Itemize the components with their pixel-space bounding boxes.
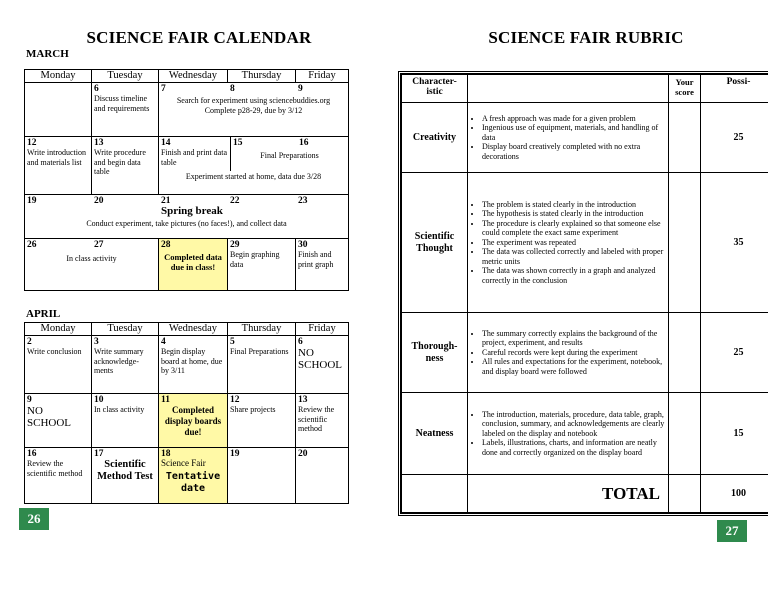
rubric-item: • Display board creatively completed with no extra decorations [482, 142, 665, 161]
calendar-day-highlight [159, 394, 228, 448]
calendar-day [228, 394, 296, 448]
rubric-item: • The experiment was repeated [482, 238, 665, 248]
day-note: Conduct experiment, take pictures (no faces!), and collect data [86, 219, 287, 228]
day-number: 9 [298, 84, 303, 94]
day-note: Complete p28-29, due by 3/12 [204, 105, 303, 115]
calendar-day [296, 239, 349, 291]
day-number: 12 [230, 395, 240, 405]
rubric-row [402, 393, 768, 475]
rubric-total-row [402, 475, 768, 513]
calendar-span-cell [25, 195, 349, 239]
calendar-week [25, 394, 349, 448]
day-note: Search for experiment using sciencebuddies.org [176, 96, 331, 105]
day-note: Discuss timeline and requirements [94, 94, 150, 113]
rubric-header-score: Your score [669, 75, 701, 103]
weekday-header: Tuesday [92, 323, 159, 336]
day-number: 20 [94, 196, 104, 206]
weekday-header: Thursday [228, 70, 296, 83]
day-note: Completed display boards due! [164, 405, 222, 437]
rubric-header-criteria: Character-istic [402, 75, 468, 103]
day-note: Scientific Method Test [97, 459, 153, 482]
rubric-total-label: TOTAL [468, 475, 669, 513]
weekday-header-row [25, 323, 349, 336]
rubric-points: 25 [701, 103, 768, 173]
day-number: 13 [298, 395, 308, 405]
rubric-criteria: Scientific Thought [402, 173, 468, 313]
weekday-header: Monday [25, 70, 92, 83]
day-note: Final Preparations [260, 151, 319, 160]
rubric-criteria: Creativity [402, 103, 468, 173]
day-note: Write conclusion [27, 347, 82, 356]
day-number: 10 [94, 395, 104, 405]
calendar-week [25, 239, 349, 291]
day-number: 16 [299, 138, 309, 148]
day-number: 8 [230, 84, 235, 94]
rubric-points: 15 [701, 393, 768, 475]
rubric-criteria: Neatness [402, 393, 468, 475]
calendar-day [228, 336, 296, 394]
march-calendar [24, 69, 349, 291]
rubric-score-cell[interactable] [669, 173, 701, 313]
day-note: NO SCHOOL [27, 405, 72, 429]
calendar-day [92, 448, 159, 504]
day-number: 18 [161, 449, 171, 459]
day-note: Share projects [230, 405, 276, 414]
day-note: Review the scientific method [298, 405, 335, 433]
calendar-week [25, 448, 349, 504]
day-number: 14 [161, 138, 171, 148]
weekday-header: Wednesday [159, 323, 228, 336]
rubric-item: • The procedure is clearly explained so that someone else could complete the exact same experiment [482, 219, 665, 238]
day-number: 26 [27, 240, 37, 250]
rubric-total-blank [402, 475, 468, 513]
calendar-day [92, 83, 159, 137]
weekday-header: Monday [25, 323, 92, 336]
day-number: 28 [161, 240, 171, 250]
day-note: Review the scientific method [27, 459, 83, 478]
calendar-day [296, 336, 349, 394]
weekday-header: Tuesday [92, 70, 159, 83]
day-number: 4 [161, 337, 166, 347]
day-number: 29 [230, 240, 240, 250]
day-number: 12 [27, 138, 37, 148]
rubric-criteria: Thorough-ness [402, 313, 468, 393]
day-number: 7 [161, 84, 166, 94]
rubric-row [402, 173, 768, 313]
day-number: 5 [230, 337, 235, 347]
calendar-week [25, 336, 349, 394]
day-note: Completed data due in class! [164, 252, 222, 272]
rubric-item: • The problem is stated clearly in the introduction [482, 200, 665, 210]
calendar-title: SCIENCE FAIR CALENDAR [86, 28, 312, 47]
rubric-item: • All rules and expectations for the experiment, notebook, and display board were followed [482, 357, 665, 376]
day-number: 30 [298, 240, 308, 250]
day-number: 17 [94, 449, 104, 459]
calendar-day-empty [25, 83, 92, 137]
calendar-day [296, 394, 349, 448]
day-number: 16 [27, 449, 37, 459]
rubric-description [468, 173, 669, 313]
rubric-score-cell[interactable] [669, 393, 701, 475]
spring-break-label: Spring break [161, 205, 223, 217]
day-number: 3 [94, 337, 99, 347]
calendar-span-cell [159, 137, 349, 195]
calendar-day [92, 137, 159, 195]
day-number: 6 [94, 84, 99, 94]
rubric-total-points: 100 [701, 475, 768, 513]
calendar-day [92, 336, 159, 394]
rubric-item: • The introduction, materials, procedure, data table, graph, conclusion, summary, and acknowledgements are clearly labeled on the display and notebook [482, 410, 665, 439]
rubric-description [468, 393, 669, 475]
day-note: Experiment started at home, data due 3/28 [185, 172, 322, 181]
rubric-score-cell[interactable] [669, 313, 701, 393]
calendar-day [159, 336, 228, 394]
rubric-item: • The hypothesis is stated clearly in the introduction [482, 209, 665, 219]
day-note: NO SCHOOL [298, 347, 343, 371]
day-number: 6 [298, 337, 303, 347]
rubric-row [402, 313, 768, 393]
day-note: Finish and print data table [161, 148, 227, 167]
weekday-header: Thursday [228, 323, 296, 336]
rubric-score-cell[interactable] [669, 103, 701, 173]
day-note: Science Fair [161, 458, 206, 468]
calendar-week [25, 137, 349, 195]
day-note: Write introduction and materials list [27, 148, 86, 167]
rubric-item: • Ingenious use of equipment, materials, and handling of data [482, 123, 665, 142]
rubric-header-possible: Possi- [701, 75, 768, 103]
rubric-header-blank [468, 75, 669, 103]
calendar-day [228, 239, 296, 291]
rubric-item: • The summary correctly explains the background of the project, experiment, and results [482, 329, 665, 348]
calendar-span-cell [159, 83, 349, 137]
weekday-header: Friday [296, 70, 349, 83]
calendar-day [296, 448, 349, 504]
calendar-span-cell [25, 239, 159, 291]
calendar-week [25, 83, 349, 137]
weekday-header: Wednesday [159, 70, 228, 83]
day-note: Final Preparations [230, 347, 289, 356]
weekday-header: Friday [296, 323, 349, 336]
day-number: 21 [161, 196, 171, 206]
day-number: 11 [161, 395, 170, 405]
page-number-26: 26 [19, 508, 49, 530]
calendar-day [25, 448, 92, 504]
rubric-item: • The data was collected correctly and labeled with proper metric units [482, 247, 665, 266]
day-number: 13 [94, 138, 104, 148]
day-note: Finish and print graph [298, 250, 334, 269]
calendar-week [25, 195, 349, 239]
day-note: In class activity [94, 405, 145, 414]
april-calendar [24, 322, 349, 504]
day-number: 20 [298, 449, 308, 459]
calendar-day [25, 394, 92, 448]
day-number: 22 [230, 196, 240, 206]
day-note: Tentative date [165, 470, 221, 494]
rubric-description [468, 103, 669, 173]
rubric-row [402, 103, 768, 173]
day-note: Begin graphing data [230, 250, 280, 269]
calendar-day [92, 394, 159, 448]
rubric-header-row [402, 75, 768, 103]
day-number: 2 [27, 337, 32, 347]
rubric-item: • A fresh approach was made for a given problem [482, 114, 665, 124]
rubric-title: SCIENCE FAIR RUBRIC [488, 28, 684, 47]
calendar-day [25, 336, 92, 394]
calendar-day [25, 137, 92, 195]
day-number: 19 [27, 196, 37, 206]
day-number: 27 [94, 240, 104, 250]
rubric-item: • The data was shown correctly in a graph and analyzed correctly in the conclusion [482, 266, 665, 285]
day-note: Begin display board at home, due by 3/11 [161, 347, 223, 375]
calendar-day-highlight [159, 239, 228, 291]
rubric-total-score[interactable] [669, 475, 701, 513]
day-note: In class activity [66, 254, 117, 263]
rubric-points: 25 [701, 313, 768, 393]
rubric-item: • Careful records were kept during the experiment [482, 348, 665, 358]
march-label: MARCH [26, 48, 69, 60]
day-number: 15 [233, 138, 243, 148]
day-note: Write summary acknowledge-ments [94, 347, 144, 375]
weekday-header-row [25, 70, 349, 83]
rubric-item: • Labels, illustrations, charts, and information are neatly done and correctly organized on the display board [482, 438, 665, 457]
day-number: 19 [230, 449, 240, 459]
day-number: 23 [298, 196, 308, 206]
rubric-description [468, 313, 669, 393]
calendar-day [228, 448, 296, 504]
page-number-27: 27 [717, 520, 747, 542]
rubric-points: 35 [701, 173, 768, 313]
day-note: Write procedure and begin data table [94, 148, 146, 176]
day-number: 9 [27, 395, 32, 405]
calendar-day-highlight [159, 448, 228, 504]
rubric-table [401, 74, 768, 513]
rubric-frame [400, 73, 768, 514]
april-label: APRIL [26, 308, 61, 320]
